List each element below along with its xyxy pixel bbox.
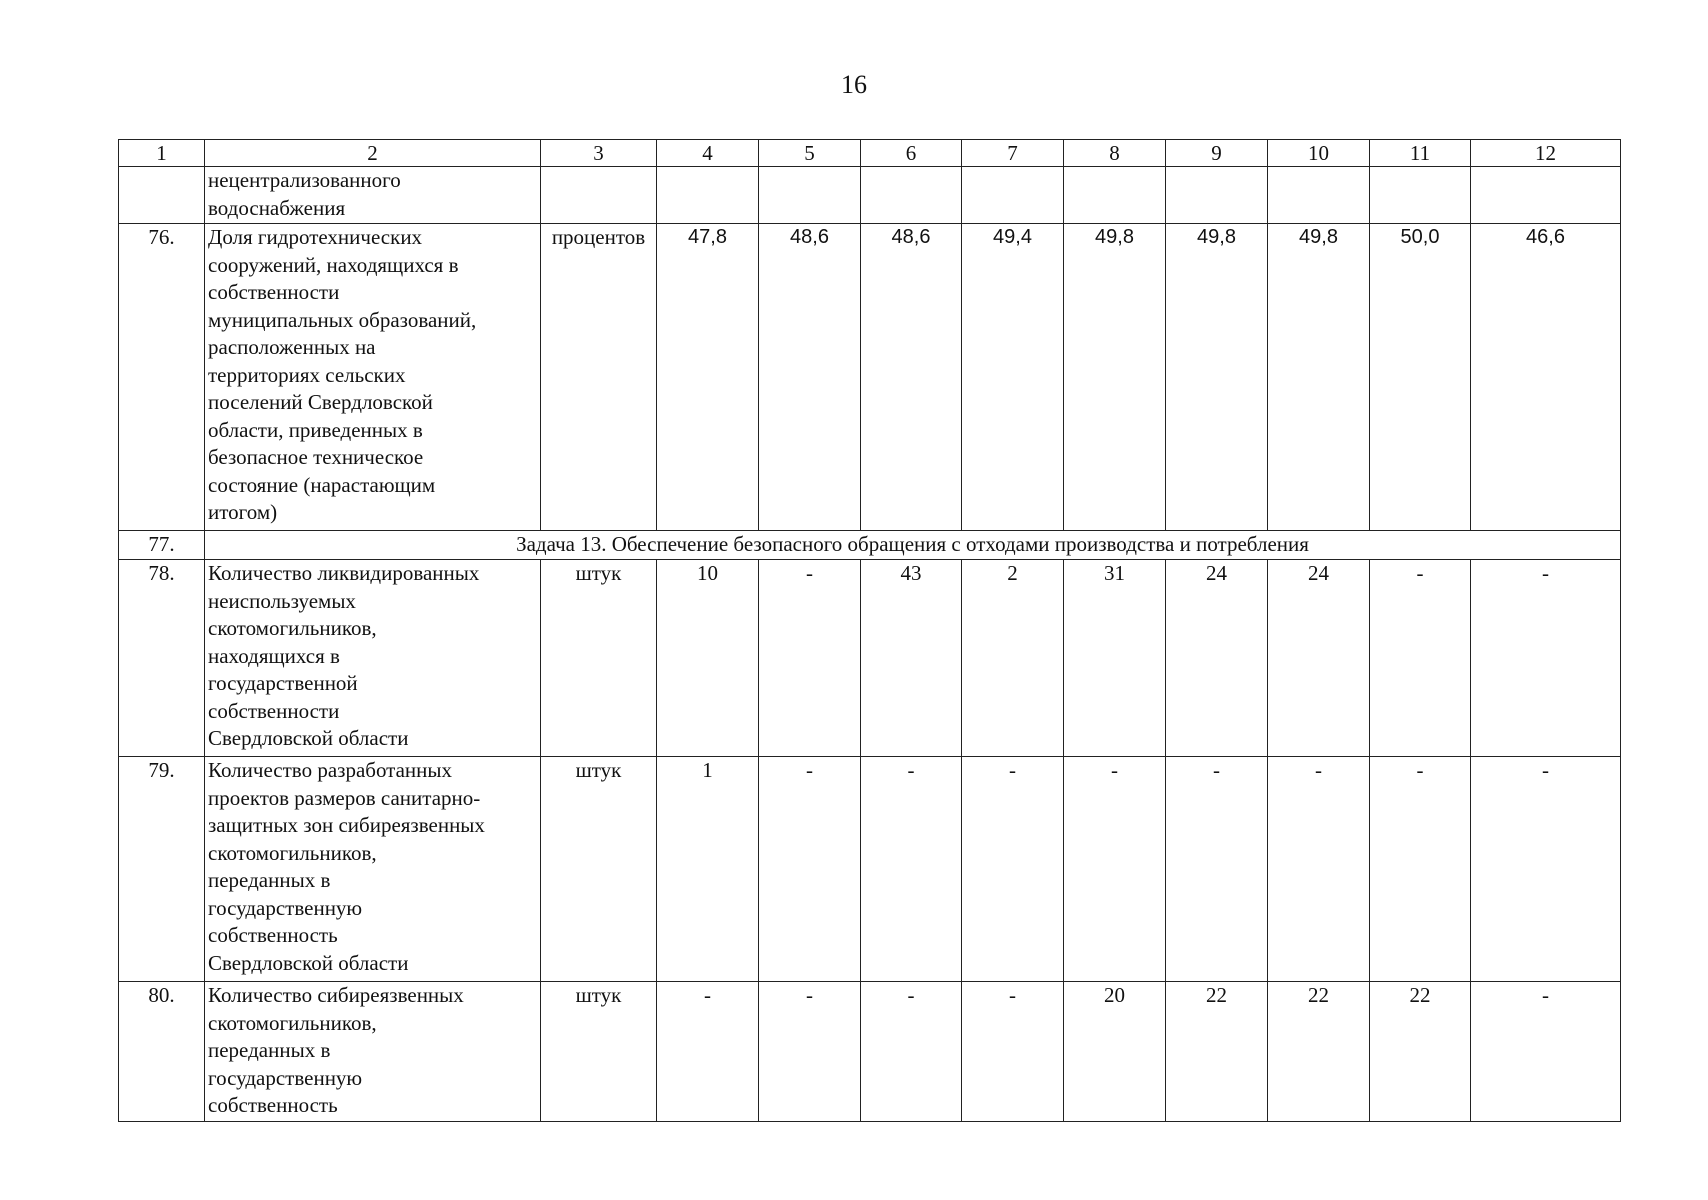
name-line: собственность <box>208 923 338 947</box>
name-line: скотомогильников, <box>208 1010 377 1035</box>
row-number-cell: 79. <box>119 757 205 982</box>
value-cell: 24 <box>1268 560 1370 757</box>
value-cell <box>962 167 1064 224</box>
value-cell: 24 <box>1166 560 1268 757</box>
name-line: находящихся в <box>208 643 340 668</box>
name-line: Доля гидротехнических <box>208 225 423 249</box>
value-cell: 20 <box>1064 982 1166 1122</box>
indicator-name-cell <box>205 757 541 982</box>
value-cell: - <box>861 982 962 1122</box>
header-cell: 12 <box>1471 140 1621 167</box>
continuation-row <box>119 167 1621 224</box>
value-cell: - <box>759 560 861 757</box>
value-cell <box>759 167 861 224</box>
value-cell: 49,8 <box>1064 224 1166 531</box>
indicator-row <box>119 560 1621 757</box>
header-row <box>119 140 1621 167</box>
name-line: состояние (нарастающим <box>208 472 436 497</box>
value-cell: 31 <box>1064 560 1166 757</box>
row-number-cell: 80. <box>119 982 205 1122</box>
name-line: расположенных на <box>208 335 376 359</box>
value-cell: 22 <box>1166 982 1268 1122</box>
value-cell: 2 <box>962 560 1064 757</box>
value-cell: - <box>962 757 1064 982</box>
task-heading: Задача 13. Обеспечение безопасного обращения с отходами производства и потребления <box>205 531 1621 560</box>
value-cell: 48,6 <box>861 224 962 531</box>
value-cell: 22 <box>1370 982 1471 1122</box>
name-line: государственную <box>208 895 363 920</box>
name-line: Свердловской области <box>208 726 409 750</box>
name-line: нецентрализованного <box>208 168 401 192</box>
row-number-cell: 78. <box>119 560 205 757</box>
header-cell: 7 <box>962 140 1064 167</box>
page-number: 16 <box>841 70 867 99</box>
value-cell <box>1064 167 1166 224</box>
task-row <box>119 531 1621 560</box>
name-line: собственности <box>208 698 340 723</box>
name-line: переданных в <box>208 1038 331 1062</box>
value-cell: - <box>1471 560 1621 757</box>
unit-cell <box>541 167 657 224</box>
name-line: Количество разработанных <box>208 758 453 782</box>
indicators-table <box>118 139 1621 1122</box>
value-cell: - <box>1268 757 1370 982</box>
name-line: защитных зон сибиреязвенных <box>208 813 485 837</box>
indicator-name-cell <box>205 982 541 1122</box>
row-number-cell: 76. <box>119 224 205 531</box>
value-cell: - <box>1471 982 1621 1122</box>
value-cell <box>657 167 759 224</box>
unit-cell: процентов <box>541 224 657 531</box>
name-line: собственность <box>208 1093 338 1117</box>
value-cell: 49,8 <box>1268 224 1370 531</box>
indicator-name-cell <box>205 167 541 224</box>
value-cell: - <box>759 757 861 982</box>
row-number-cell <box>119 167 205 224</box>
header-cell: 1 <box>119 140 205 167</box>
name-line: государственной <box>208 671 358 695</box>
name-line: скотомогильников, <box>208 616 377 640</box>
value-cell <box>1370 167 1471 224</box>
value-cell: 43 <box>861 560 962 757</box>
value-cell: 50,0 <box>1370 224 1471 531</box>
name-line: собственности <box>208 280 340 304</box>
name-line: области, приведенных в <box>208 417 423 442</box>
value-cell: 46,6 <box>1471 224 1621 531</box>
header-cell: 10 <box>1268 140 1370 167</box>
name-line: безопасное техническое <box>208 445 424 469</box>
value-cell <box>1166 167 1268 224</box>
value-cell: - <box>1166 757 1268 982</box>
indicator-name-cell <box>205 224 541 531</box>
value-cell: 22 <box>1268 982 1370 1122</box>
name-line: переданных в <box>208 868 331 892</box>
name-line: скотомогильников, <box>208 840 377 865</box>
value-cell: 47,8 <box>657 224 759 531</box>
name-line: Количество ликвидированных <box>208 561 480 585</box>
name-line: сооружений, находящихся в <box>208 252 459 277</box>
value-cell: - <box>1471 757 1621 982</box>
indicator-row <box>119 757 1621 982</box>
row-number-cell: 77. <box>119 531 205 560</box>
value-cell: 49,4 <box>962 224 1064 531</box>
name-line: итогом) <box>208 500 278 524</box>
value-cell: 10 <box>657 560 759 757</box>
indicator-row <box>119 982 1621 1122</box>
value-cell: - <box>657 982 759 1122</box>
header-cell: 2 <box>205 140 541 167</box>
value-cell: - <box>1370 757 1471 982</box>
value-cell <box>1268 167 1370 224</box>
value-cell: - <box>962 982 1064 1122</box>
name-line: водоснабжения <box>208 195 346 220</box>
name-line: Свердловской области <box>208 950 409 975</box>
header-cell: 3 <box>541 140 657 167</box>
unit-cell: штук <box>541 560 657 757</box>
name-line: Количество сибиреязвенных <box>208 983 464 1007</box>
value-cell: - <box>861 757 962 982</box>
value-cell: - <box>1370 560 1471 757</box>
header-cell: 11 <box>1370 140 1471 167</box>
unit-cell: штук <box>541 757 657 982</box>
indicator-row <box>119 224 1621 531</box>
name-line: проектов размеров санитарно- <box>208 785 481 810</box>
name-line: территориях сельских <box>208 362 406 387</box>
name-line: неиспользуемых <box>208 588 356 613</box>
name-line: муниципальных образований, <box>208 307 477 332</box>
value-cell <box>861 167 962 224</box>
value-cell <box>1471 167 1621 224</box>
name-line: государственную <box>208 1065 363 1090</box>
value-cell: 49,8 <box>1166 224 1268 531</box>
value-cell: - <box>1064 757 1166 982</box>
value-cell: - <box>759 982 861 1122</box>
header-cell: 9 <box>1166 140 1268 167</box>
header-cell: 5 <box>759 140 861 167</box>
header-cell: 8 <box>1064 140 1166 167</box>
name-line: поселений Свердловской <box>208 390 433 414</box>
value-cell: 1 <box>657 757 759 982</box>
unit-cell: штук <box>541 982 657 1122</box>
header-cell: 6 <box>861 140 962 167</box>
header-cell: 4 <box>657 140 759 167</box>
indicator-name-cell <box>205 560 541 757</box>
value-cell: 48,6 <box>759 224 861 531</box>
